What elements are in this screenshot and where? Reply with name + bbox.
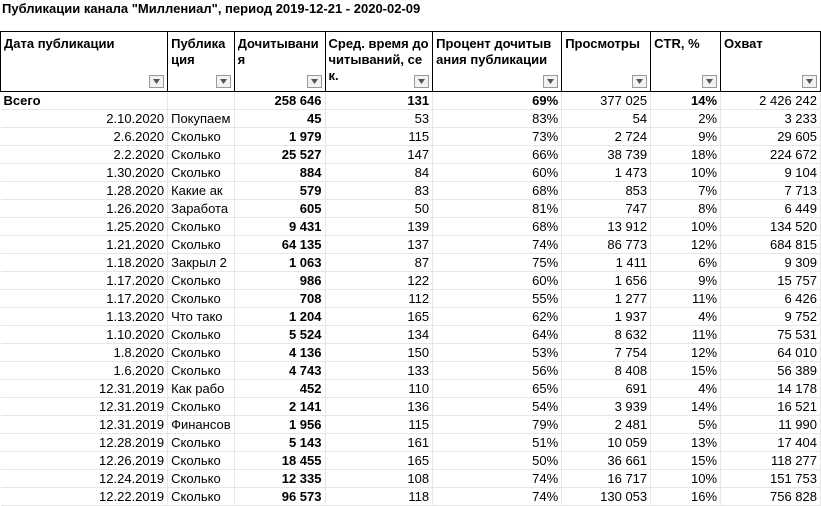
cell-views[interactable]: 130 053 (562, 488, 651, 506)
cell-ctr[interactable]: 9% (651, 272, 721, 290)
table-row (1, 146, 821, 164)
table-row (1, 164, 821, 182)
cell-reach[interactable]: 56 389 (721, 362, 821, 380)
header-ctr: CTR, % (651, 32, 721, 92)
filter-button-avg-time[interactable] (414, 75, 429, 88)
table-row (1, 434, 821, 452)
cell-date[interactable]: 1.17.2020 (1, 290, 168, 308)
cell-percent[interactable]: 60% (433, 272, 562, 290)
cell-ctr[interactable]: 12% (651, 236, 721, 254)
cell-reads[interactable]: 25 527 (234, 146, 325, 164)
chevron-down-icon (311, 79, 318, 84)
chevron-down-icon (636, 79, 643, 84)
cell-date[interactable]: 1.8.2020 (1, 344, 168, 362)
cell-ctr[interactable]: 15% (651, 452, 721, 470)
cell-ctr[interactable]: 5% (651, 416, 721, 434)
cell-date[interactable]: 1.13.2020 (1, 308, 168, 326)
cell-ctr[interactable]: 4% (651, 380, 721, 398)
cell-percent[interactable]: 65% (433, 380, 562, 398)
cell-date[interactable]: 1.25.2020 (1, 218, 168, 236)
cell-date[interactable]: 1.10.2020 (1, 326, 168, 344)
cell-views[interactable]: 8 632 (562, 326, 651, 344)
cell-publication[interactable]: Сколько (168, 164, 235, 182)
header-avg-time: Сред. время дочитываний, сек. (325, 32, 433, 92)
cell-publication[interactable]: Сколько (168, 488, 235, 506)
cell-reach[interactable]: 3 233 (721, 110, 821, 128)
cell-reads[interactable]: 452 (234, 380, 325, 398)
cell-avg-time[interactable]: 161 (325, 434, 433, 452)
cell-publication[interactable]: Что тако (168, 308, 235, 326)
cell-ctr[interactable]: 7% (651, 182, 721, 200)
cell-views[interactable]: 2 481 (562, 416, 651, 434)
chevron-down-icon (806, 79, 813, 84)
table-row (1, 326, 821, 344)
cell-views[interactable]: 16 717 (562, 470, 651, 488)
table-row (1, 254, 821, 272)
cell-reach[interactable]: 134 520 (721, 218, 821, 236)
cell-ctr[interactable]: 16% (651, 488, 721, 506)
cell-date[interactable]: 12.28.2019 (1, 434, 168, 452)
cell-reach[interactable]: 17 404 (721, 434, 821, 452)
cell-date[interactable]: 1.6.2020 (1, 362, 168, 380)
cell-avg-time[interactable]: 112 (325, 290, 433, 308)
table-row (1, 380, 821, 398)
cell-reads[interactable]: 579 (234, 182, 325, 200)
cell-reach[interactable]: 14 178 (721, 380, 821, 398)
cell-views[interactable]: 1 937 (562, 308, 651, 326)
cell-reach[interactable]: 9 309 (721, 254, 821, 272)
table-row (1, 272, 821, 290)
cell-ctr[interactable]: 11% (651, 290, 721, 308)
cell-reach[interactable]: 29 605 (721, 128, 821, 146)
cell-reach[interactable]: 6 426 (721, 290, 821, 308)
cell-date[interactable]: 1.30.2020 (1, 164, 168, 182)
cell-publication[interactable]: Сколько (168, 272, 235, 290)
cell-date[interactable]: 1.21.2020 (1, 236, 168, 254)
cell-date[interactable]: 2.2.2020 (1, 146, 168, 164)
total-avg-time[interactable]: 131 (325, 92, 433, 110)
cell-views[interactable]: 1 411 (562, 254, 651, 272)
filter-button-publication[interactable] (216, 75, 231, 88)
cell-date[interactable]: 1.28.2020 (1, 182, 168, 200)
total-ctr[interactable]: 14% (651, 92, 721, 110)
table-row (1, 398, 821, 416)
cell-avg-time[interactable]: 110 (325, 380, 433, 398)
cell-percent[interactable]: 83% (433, 110, 562, 128)
table-row (1, 236, 821, 254)
cell-publication[interactable]: Заработа (168, 200, 235, 218)
cell-reach[interactable]: 9 752 (721, 308, 821, 326)
table-row (1, 110, 821, 128)
table-row (1, 416, 821, 434)
table-row (1, 488, 821, 506)
cell-publication[interactable]: Сколько (168, 362, 235, 380)
cell-avg-time[interactable]: 147 (325, 146, 433, 164)
total-reads[interactable]: 258 646 (234, 92, 325, 110)
table-row (1, 218, 821, 236)
cell-views[interactable]: 691 (562, 380, 651, 398)
cell-reach[interactable]: 75 531 (721, 326, 821, 344)
cell-avg-time[interactable]: 108 (325, 470, 433, 488)
cell-date[interactable]: 1.17.2020 (1, 272, 168, 290)
cell-publication[interactable]: Сколько (168, 146, 235, 164)
filter-button-ctr[interactable] (702, 75, 717, 88)
cell-percent[interactable]: 56% (433, 362, 562, 380)
cell-date[interactable]: 12.22.2019 (1, 488, 168, 506)
chevron-down-icon (706, 79, 713, 84)
total-percent[interactable]: 69% (433, 92, 562, 110)
total-label[interactable]: Всего (1, 92, 168, 110)
cell-reads[interactable]: 1 204 (234, 308, 325, 326)
cell-reach[interactable]: 11 990 (721, 416, 821, 434)
cell-views[interactable]: 7 754 (562, 344, 651, 362)
cell-percent[interactable]: 74% (433, 236, 562, 254)
cell-views[interactable]: 38 739 (562, 146, 651, 164)
cell-reads[interactable]: 18 455 (234, 452, 325, 470)
cell-date[interactable]: 2.6.2020 (1, 128, 168, 146)
cell-avg-time[interactable]: 115 (325, 128, 433, 146)
cell-views[interactable]: 8 408 (562, 362, 651, 380)
cell-publication[interactable]: Сколько (168, 398, 235, 416)
cell-reach[interactable]: 684 815 (721, 236, 821, 254)
chevron-down-icon (153, 79, 160, 84)
cell-date[interactable]: 12.26.2019 (1, 452, 168, 470)
cell-ctr[interactable]: 13% (651, 434, 721, 452)
cell-publication[interactable]: Финансов (168, 416, 235, 434)
cell-ctr[interactable]: 12% (651, 344, 721, 362)
table-row (1, 200, 821, 218)
cell-ctr[interactable]: 10% (651, 218, 721, 236)
cell-percent[interactable]: 68% (433, 218, 562, 236)
cell-ctr[interactable]: 15% (651, 362, 721, 380)
cell-percent[interactable]: 62% (433, 308, 562, 326)
cell-publication[interactable]: Сколько (168, 128, 235, 146)
cell-publication[interactable]: Закрыл 2 (168, 254, 235, 272)
header-row (1, 32, 821, 92)
cell-percent[interactable]: 73% (433, 128, 562, 146)
cell-reads[interactable]: 4 136 (234, 344, 325, 362)
cell-avg-time[interactable]: 87 (325, 254, 433, 272)
cell-avg-time[interactable]: 139 (325, 218, 433, 236)
cell-avg-time[interactable]: 134 (325, 326, 433, 344)
cell-avg-time[interactable]: 165 (325, 452, 433, 470)
cell-publication[interactable]: Какие ак (168, 182, 235, 200)
cell-avg-time[interactable]: 136 (325, 398, 433, 416)
table-row (1, 308, 821, 326)
cell-views[interactable]: 853 (562, 182, 651, 200)
cell-avg-time[interactable]: 150 (325, 344, 433, 362)
cell-percent[interactable]: 74% (433, 470, 562, 488)
table-row (1, 290, 821, 308)
cell-date[interactable]: 12.31.2019 (1, 380, 168, 398)
cell-publication[interactable]: Сколько (168, 470, 235, 488)
cell-publication[interactable]: Сколько (168, 326, 235, 344)
cell-reads[interactable]: 45 (234, 110, 325, 128)
cell-avg-time[interactable]: 133 (325, 362, 433, 380)
cell-ctr[interactable]: 2% (651, 110, 721, 128)
cell-percent[interactable]: 50% (433, 452, 562, 470)
cell-percent[interactable]: 66% (433, 146, 562, 164)
cell-reach[interactable]: 9 104 (721, 164, 821, 182)
table-row (1, 452, 821, 470)
cell-reach[interactable]: 7 713 (721, 182, 821, 200)
cell-reads[interactable]: 1 956 (234, 416, 325, 434)
header-date: Дата публикации (1, 32, 168, 92)
cell-reads[interactable]: 884 (234, 164, 325, 182)
cell-reach[interactable]: 118 277 (721, 452, 821, 470)
cell-ctr[interactable]: 10% (651, 164, 721, 182)
cell-reach[interactable]: 16 521 (721, 398, 821, 416)
cell-date[interactable]: 2.10.2020 (1, 110, 168, 128)
cell-percent[interactable]: 74% (433, 488, 562, 506)
cell-reach[interactable]: 151 753 (721, 470, 821, 488)
header-views: Просмотры (562, 32, 651, 92)
cell-publication[interactable]: Сколько (168, 434, 235, 452)
cell-views[interactable]: 86 773 (562, 236, 651, 254)
cell-publication[interactable]: Сколько (168, 344, 235, 362)
cell-reads[interactable]: 605 (234, 200, 325, 218)
cell-reads[interactable]: 96 573 (234, 488, 325, 506)
cell-percent[interactable]: 60% (433, 164, 562, 182)
chevron-down-icon (220, 79, 227, 84)
header-reach: Охват (721, 32, 821, 92)
cell-reads[interactable]: 4 743 (234, 362, 325, 380)
cell-date[interactable]: 12.31.2019 (1, 416, 168, 434)
header-percent: Процент дочитывания публикации (433, 32, 562, 92)
cell-ctr[interactable]: 18% (651, 146, 721, 164)
cell-date[interactable]: 1.26.2020 (1, 200, 168, 218)
cell-ctr[interactable]: 9% (651, 128, 721, 146)
total-pub-cell[interactable] (168, 92, 235, 110)
cell-views[interactable]: 1 277 (562, 290, 651, 308)
cell-percent[interactable]: 54% (433, 398, 562, 416)
cell-views[interactable]: 747 (562, 200, 651, 218)
total-row (1, 92, 821, 110)
chevron-down-icon (418, 79, 425, 84)
publications-table (0, 31, 821, 506)
cell-percent[interactable]: 75% (433, 254, 562, 272)
table-row (1, 182, 821, 200)
cell-views[interactable]: 1 656 (562, 272, 651, 290)
header-publication: Публикация (168, 32, 235, 92)
cell-views[interactable]: 3 939 (562, 398, 651, 416)
cell-reads[interactable]: 12 335 (234, 470, 325, 488)
cell-percent[interactable]: 51% (433, 434, 562, 452)
cell-date[interactable]: 12.31.2019 (1, 398, 168, 416)
cell-avg-time[interactable]: 84 (325, 164, 433, 182)
cell-date[interactable]: 1.18.2020 (1, 254, 168, 272)
cell-percent[interactable]: 68% (433, 182, 562, 200)
filter-button-views[interactable] (632, 75, 647, 88)
total-views[interactable]: 377 025 (562, 92, 651, 110)
cell-reads[interactable]: 9 431 (234, 218, 325, 236)
cell-publication[interactable]: Сколько (168, 236, 235, 254)
sheet-title: Публикации канала "Миллениал", период 2019-12-21 - 2020-02-09 (2, 1, 421, 16)
cell-percent[interactable]: 53% (433, 344, 562, 362)
cell-reach[interactable]: 15 757 (721, 272, 821, 290)
total-reach[interactable]: 2 426 242 (721, 92, 821, 110)
cell-ctr[interactable]: 6% (651, 254, 721, 272)
filter-button-reads[interactable] (307, 75, 322, 88)
cell-reads[interactable]: 5 524 (234, 326, 325, 344)
cell-views[interactable]: 54 (562, 110, 651, 128)
cell-views[interactable]: 2 724 (562, 128, 651, 146)
cell-avg-time[interactable]: 115 (325, 416, 433, 434)
cell-ctr[interactable]: 8% (651, 200, 721, 218)
cell-percent[interactable]: 81% (433, 200, 562, 218)
cell-avg-time[interactable]: 122 (325, 272, 433, 290)
cell-reach[interactable]: 224 672 (721, 146, 821, 164)
cell-reach[interactable]: 6 449 (721, 200, 821, 218)
cell-reads[interactable]: 1 063 (234, 254, 325, 272)
cell-reads[interactable]: 986 (234, 272, 325, 290)
filter-button-date[interactable] (149, 75, 164, 88)
cell-date[interactable]: 12.24.2019 (1, 470, 168, 488)
cell-views[interactable]: 13 912 (562, 218, 651, 236)
cell-avg-time[interactable]: 137 (325, 236, 433, 254)
cell-percent[interactable]: 79% (433, 416, 562, 434)
cell-reads[interactable]: 2 141 (234, 398, 325, 416)
table-row (1, 344, 821, 362)
cell-views[interactable]: 10 059 (562, 434, 651, 452)
table-row (1, 470, 821, 488)
cell-reads[interactable]: 708 (234, 290, 325, 308)
cell-views[interactable]: 36 661 (562, 452, 651, 470)
cell-reads[interactable]: 64 135 (234, 236, 325, 254)
cell-reads[interactable]: 5 143 (234, 434, 325, 452)
cell-avg-time[interactable]: 118 (325, 488, 433, 506)
cell-avg-time[interactable]: 53 (325, 110, 433, 128)
table-row (1, 362, 821, 380)
chevron-down-icon (547, 79, 554, 84)
cell-avg-time[interactable]: 83 (325, 182, 433, 200)
cell-reach[interactable]: 64 010 (721, 344, 821, 362)
cell-ctr[interactable]: 11% (651, 326, 721, 344)
cell-publication[interactable]: Как рабо (168, 380, 235, 398)
cell-avg-time[interactable]: 50 (325, 200, 433, 218)
cell-percent[interactable]: 64% (433, 326, 562, 344)
table-row (1, 128, 821, 146)
cell-percent[interactable]: 55% (433, 290, 562, 308)
cell-reads[interactable]: 1 979 (234, 128, 325, 146)
cell-ctr[interactable]: 14% (651, 398, 721, 416)
filter-button-reach[interactable] (802, 75, 817, 88)
cell-ctr[interactable]: 10% (651, 470, 721, 488)
cell-views[interactable]: 1 473 (562, 164, 651, 182)
header-reads: Дочитывания (234, 32, 325, 92)
cell-reach[interactable]: 756 828 (721, 488, 821, 506)
cell-ctr[interactable]: 4% (651, 308, 721, 326)
cell-publication[interactable]: Сколько (168, 452, 235, 470)
cell-publication[interactable]: Покупаем (168, 110, 235, 128)
cell-publication[interactable]: Сколько (168, 218, 235, 236)
cell-publication[interactable]: Сколько (168, 290, 235, 308)
filter-button-percent[interactable] (543, 75, 558, 88)
cell-avg-time[interactable]: 165 (325, 308, 433, 326)
